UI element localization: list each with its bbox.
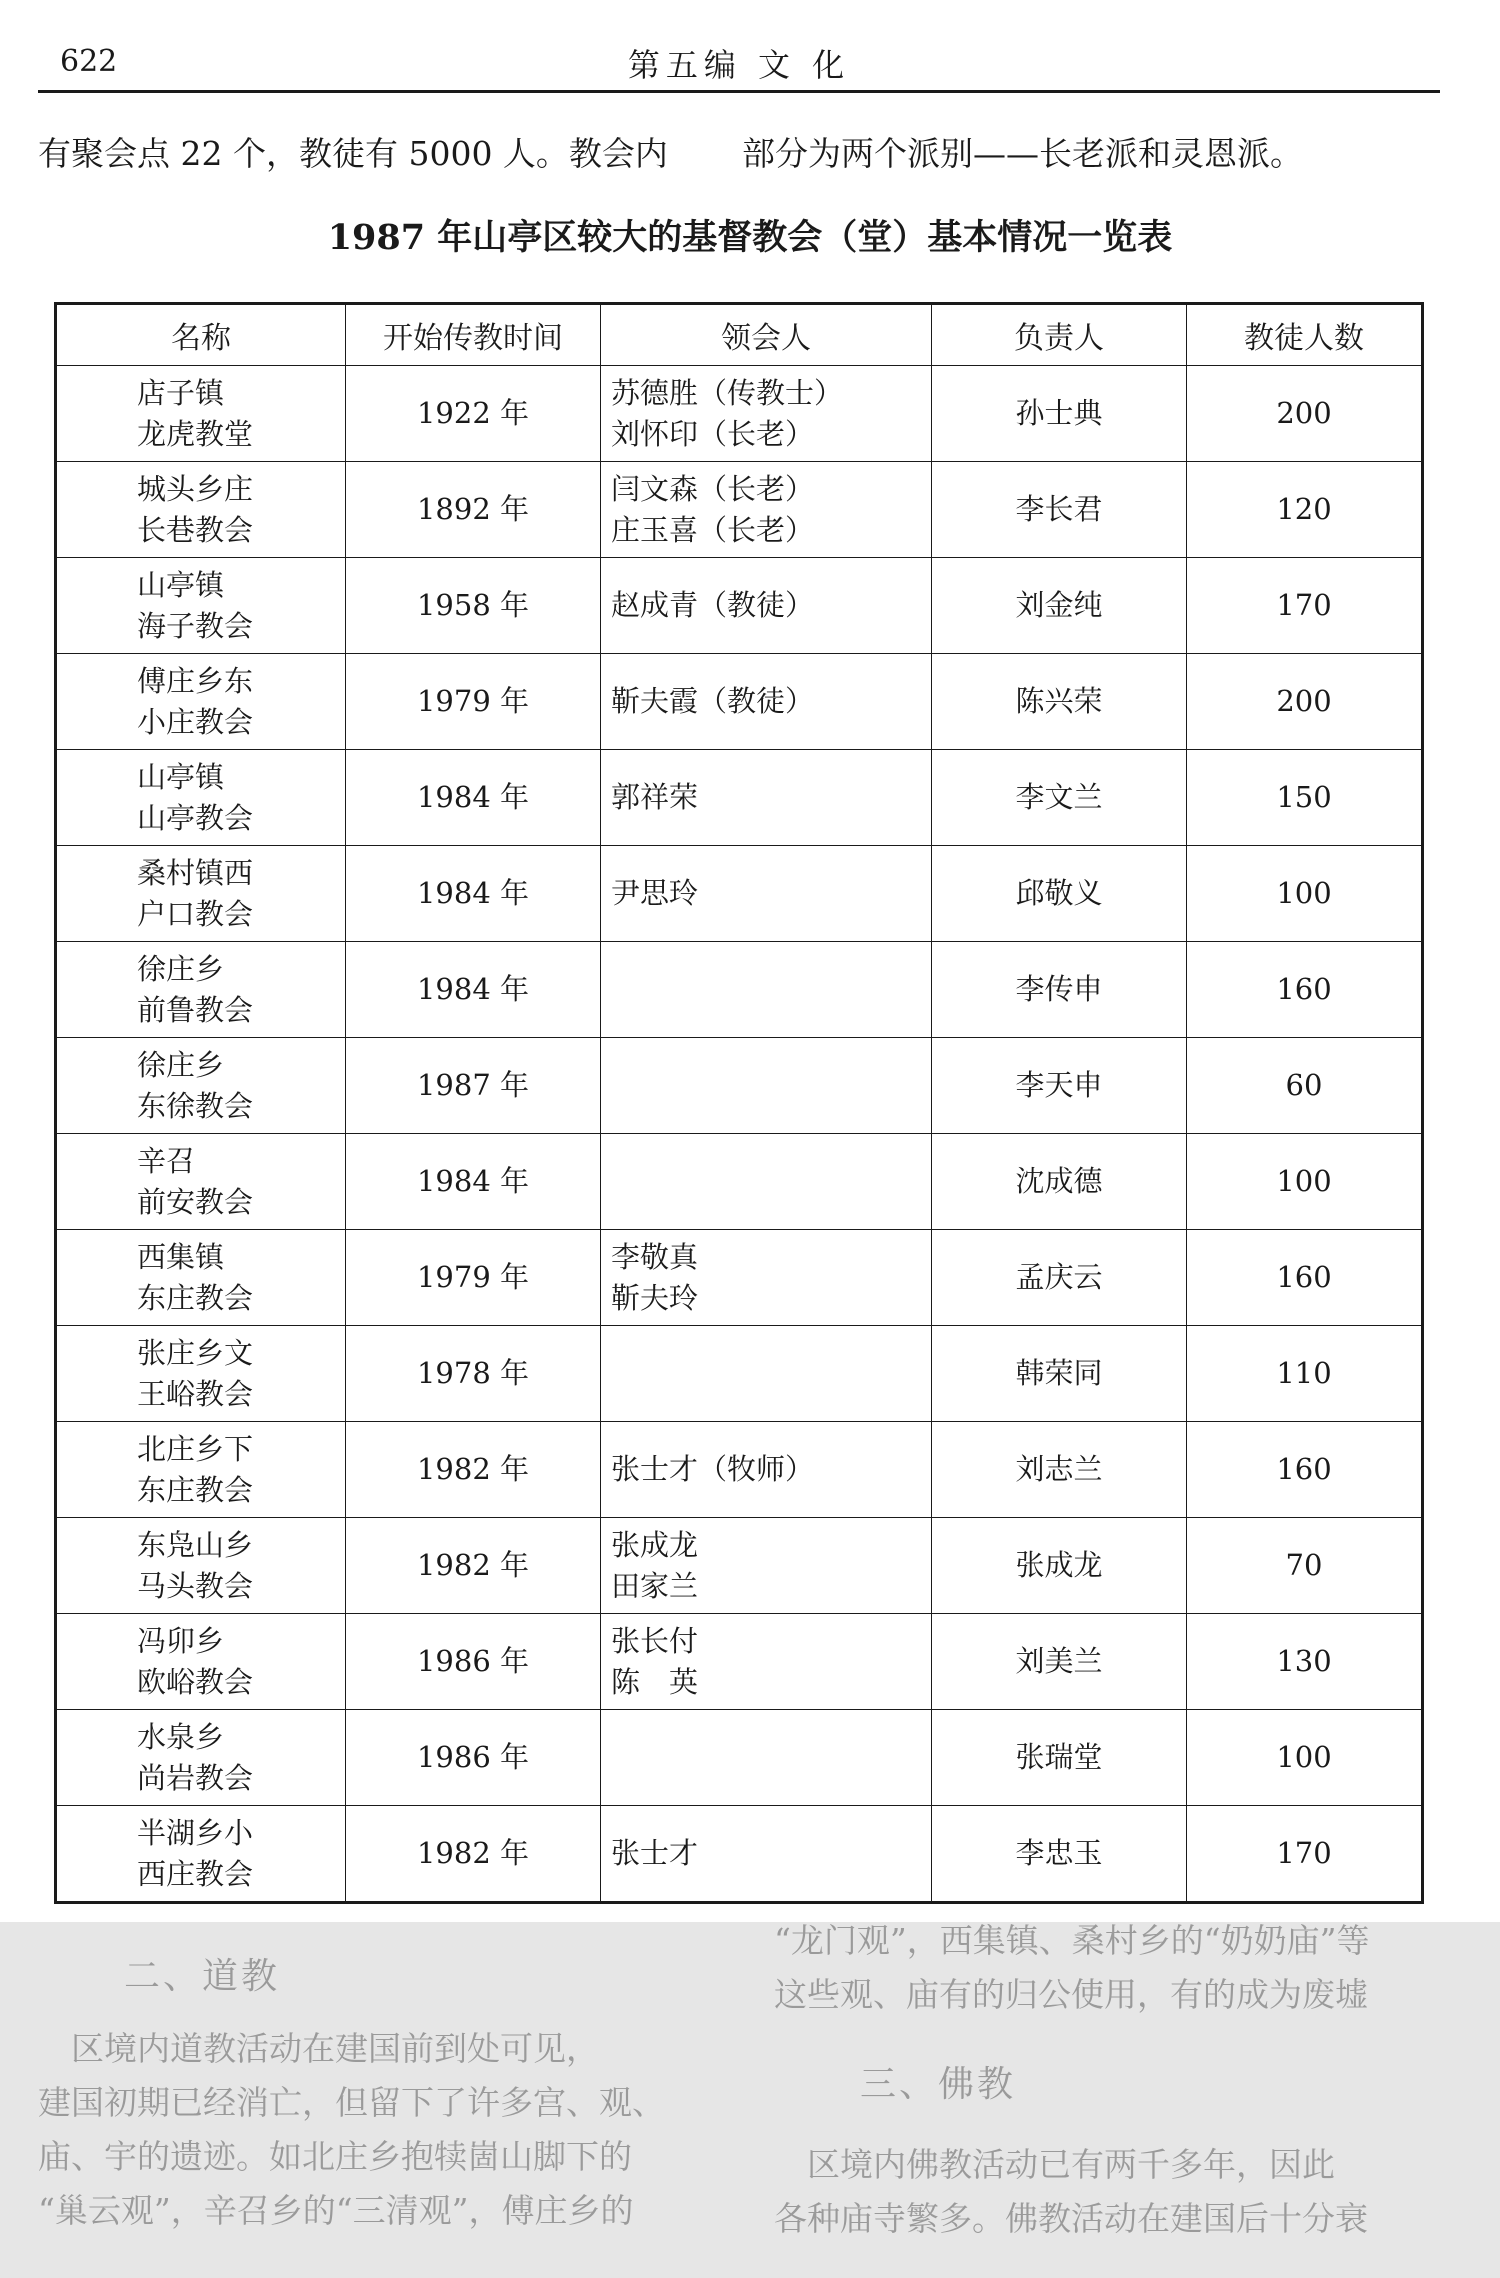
table-row [56, 654, 1423, 750]
cell-leader [601, 1134, 932, 1230]
cell-member-count: 170 [1187, 558, 1423, 654]
cell-church-name [56, 654, 346, 750]
church-name-line: 王峪教会 [137, 1376, 254, 1411]
cell-start-year: 1987 年 [346, 1038, 601, 1134]
leader-line: 靳夫玲 [611, 1280, 699, 1315]
leader-line: 陈 英 [611, 1664, 699, 1699]
cell-leader [601, 1710, 932, 1806]
leader-line: 郭祥荣 [611, 780, 699, 814]
leader-line: 赵成青（教徒） [611, 588, 815, 622]
cell-member-count: 160 [1187, 1422, 1423, 1518]
church-name-line: 马头教会 [137, 1568, 254, 1603]
church-name-line: 徐庄乡 [137, 1047, 225, 1082]
cell-responsible: 孙士典 [932, 366, 1187, 462]
church-name-line: 前鲁教会 [137, 992, 254, 1027]
leader-line: 张长付 [611, 1623, 699, 1658]
table-row [56, 558, 1423, 654]
cell-responsible: 沈成德 [932, 1134, 1187, 1230]
cell-responsible: 韩荣同 [932, 1326, 1187, 1422]
cell-member-count: 200 [1187, 654, 1423, 750]
church-name-line: 西庄教会 [137, 1856, 254, 1891]
cell-church-name [56, 942, 346, 1038]
church-name-line: 山亭教会 [137, 800, 254, 835]
table-row [56, 1230, 1423, 1326]
leader-line: 张成龙 [611, 1527, 699, 1562]
cell-responsible: 李传申 [932, 942, 1187, 1038]
leader-line: 靳夫霞（教徒） [611, 684, 815, 718]
cell-church-name [56, 1518, 346, 1614]
cell-member-count: 130 [1187, 1614, 1423, 1710]
church-name-line: 徐庄乡 [137, 951, 225, 986]
cell-member-count: 160 [1187, 942, 1423, 1038]
cell-start-year: 1984 年 [346, 846, 601, 942]
cell-responsible: 刘志兰 [932, 1422, 1187, 1518]
cell-start-year: 1979 年 [346, 1230, 601, 1326]
church-name-line: 东徐教会 [137, 1088, 254, 1123]
table-row [56, 1134, 1423, 1230]
leader-line: 庄玉喜（长老） [611, 512, 815, 547]
leader-line: 尹思玲 [611, 876, 699, 910]
cell-church-name [56, 462, 346, 558]
church-name-line: 户口教会 [137, 896, 254, 931]
cell-start-year: 1979 年 [346, 654, 601, 750]
cell-leader [601, 1806, 932, 1903]
cell-church-name [56, 1134, 346, 1230]
cell-member-count: 160 [1187, 1230, 1423, 1326]
table-header-row [56, 304, 1423, 366]
cell-leader [601, 366, 932, 462]
cell-leader [601, 1422, 932, 1518]
church-name-line: 西集镇 [137, 1239, 225, 1274]
table-row [56, 942, 1423, 1038]
right-line: “龙门观”，西集镇、桑村乡的“奶奶庙”等 [774, 1922, 1370, 1960]
right-column-text-top [774, 1922, 1369, 2022]
leader-line: 闫文森（长老） [611, 471, 815, 506]
table-row [56, 462, 1423, 558]
cell-responsible: 邱敬义 [932, 846, 1187, 942]
cell-church-name [56, 846, 346, 942]
cell-responsible: 刘金纯 [932, 558, 1187, 654]
right-column-text-bottom [774, 2138, 1368, 2246]
cell-church-name [56, 558, 346, 654]
cell-leader [601, 1326, 932, 1422]
cell-responsible: 李忠玉 [932, 1806, 1187, 1903]
cell-member-count: 110 [1187, 1326, 1423, 1422]
church-table [54, 302, 1424, 1904]
church-name-line: 欧峪教会 [137, 1664, 254, 1699]
cell-church-name [56, 1038, 346, 1134]
table-row [56, 366, 1423, 462]
cell-church-name [56, 366, 346, 462]
lower-text-block [0, 1922, 1500, 2278]
cell-member-count: 200 [1187, 366, 1423, 462]
table-row [56, 1806, 1423, 1903]
leader-line: 苏德胜（传教士） [611, 375, 844, 410]
cell-responsible: 李文兰 [932, 750, 1187, 846]
cell-member-count: 100 [1187, 846, 1423, 942]
left-line: 建国初期已经消亡，但留下了许多宫、观、 [38, 2083, 665, 2122]
cell-church-name [56, 1614, 346, 1710]
church-name-line: 海子教会 [137, 608, 254, 643]
leader-line: 李敬真 [611, 1239, 699, 1274]
cell-member-count: 100 [1187, 1710, 1423, 1806]
cell-start-year: 1982 年 [346, 1806, 601, 1903]
church-name-line: 前安教会 [137, 1184, 254, 1219]
table-row [56, 1710, 1423, 1806]
header-leader: 领会人 [601, 304, 932, 366]
cell-responsible: 陈兴荣 [932, 654, 1187, 750]
table-row [56, 1518, 1423, 1614]
table-row [56, 1422, 1423, 1518]
cell-leader [601, 942, 932, 1038]
leader-line: 田家兰 [611, 1568, 699, 1603]
table-title: 1987 年山亭区较大的基督教会（堂）基本情况一览表 [327, 217, 1173, 258]
cell-leader [601, 750, 932, 846]
cell-start-year: 1986 年 [346, 1710, 601, 1806]
cell-start-year: 1978 年 [346, 1326, 601, 1422]
cell-start-year: 1986 年 [346, 1614, 601, 1710]
cell-responsible: 李天申 [932, 1038, 1187, 1134]
table-row [56, 1038, 1423, 1134]
leader-line: 刘怀印（长老） [611, 416, 815, 451]
cell-church-name [56, 1230, 346, 1326]
header-name: 名称 [56, 304, 346, 366]
right-line: 这些观、庙有的归公使用，有的成为废墟 [774, 1975, 1368, 2014]
cell-start-year: 1984 年 [346, 942, 601, 1038]
table-row [56, 1614, 1423, 1710]
cell-responsible: 李长君 [932, 462, 1187, 558]
right-line: 区境内佛教活动已有两千多年，因此 [774, 2145, 1335, 2184]
cell-start-year: 1958 年 [346, 558, 601, 654]
cell-responsible: 刘美兰 [932, 1614, 1187, 1710]
left-line: “巢云观”，辛召乡的“三清观”，傅庄乡的 [38, 2191, 634, 2230]
table-row [56, 846, 1423, 942]
header-member-count: 教徒人数 [1187, 304, 1423, 366]
leader-line: 张士才 [611, 1836, 699, 1870]
church-name-line: 桑村镇西 [137, 855, 254, 890]
right-line: 各种庙寺繁多。佛教活动在建国后十分衰 [774, 2199, 1368, 2238]
table-row [56, 750, 1423, 846]
header-responsible: 负责人 [932, 304, 1187, 366]
church-name-line: 小庄教会 [137, 704, 254, 739]
church-name-line: 店子镇 [137, 375, 225, 410]
intro-text-part2: 部分为两个派别——长老派和灵恩派。 [741, 134, 1303, 173]
cell-member-count: 100 [1187, 1134, 1423, 1230]
cell-leader [601, 1230, 932, 1326]
table-body [56, 366, 1423, 1903]
church-name-line: 半湖乡小 [137, 1815, 254, 1850]
cell-responsible: 孟庆云 [932, 1230, 1187, 1326]
cell-church-name [56, 1326, 346, 1422]
cell-start-year: 1982 年 [346, 1422, 601, 1518]
church-name-line: 东凫山乡 [137, 1527, 254, 1562]
church-name-line: 水泉乡 [137, 1719, 225, 1754]
church-name-line: 北庄乡下 [137, 1431, 254, 1466]
cell-leader [601, 654, 932, 750]
church-name-line: 冯卯乡 [137, 1623, 225, 1658]
cell-start-year: 1982 年 [346, 1518, 601, 1614]
church-name-line: 辛召 [137, 1143, 196, 1178]
cell-church-name [56, 1806, 346, 1903]
church-name-line: 尚岩教会 [137, 1760, 254, 1795]
section-heading-taoism: 二、道教 [124, 1956, 281, 1997]
cell-start-year: 1984 年 [346, 750, 601, 846]
cell-leader [601, 1614, 932, 1710]
cell-leader [601, 558, 932, 654]
cell-leader [601, 462, 932, 558]
cell-member-count: 170 [1187, 1806, 1423, 1903]
church-name-line: 傅庄乡东 [137, 663, 254, 698]
church-name-line: 东庄教会 [137, 1280, 254, 1315]
left-column-text [38, 2022, 665, 2238]
intro-text-part1: 有聚会点 22 个，教徒有 5000 人。教会内 [38, 134, 668, 173]
cell-member-count: 120 [1187, 462, 1423, 558]
cell-church-name [56, 1710, 346, 1806]
cell-start-year: 1922 年 [346, 366, 601, 462]
church-name-line: 张庄乡文 [137, 1335, 254, 1370]
cell-start-year: 1984 年 [346, 1134, 601, 1230]
cell-church-name [56, 1422, 346, 1518]
cell-leader [601, 1038, 932, 1134]
cell-church-name [56, 750, 346, 846]
left-line: 庙、宇的遗迹。如北庄乡抱犊崮山脚下的 [38, 2137, 632, 2176]
section-heading-buddhism: 三、佛教 [860, 2064, 1017, 2105]
cell-start-year: 1892 年 [346, 462, 601, 558]
cell-member-count: 60 [1187, 1038, 1423, 1134]
church-name-line: 山亭镇 [137, 759, 225, 794]
page-header [38, 30, 1440, 93]
church-name-line: 长巷教会 [137, 512, 254, 547]
cell-leader [601, 1518, 932, 1614]
cell-responsible: 张瑞堂 [932, 1710, 1187, 1806]
page-number: 622 [60, 44, 118, 79]
cell-responsible: 张成龙 [932, 1518, 1187, 1614]
running-title: 第五编 文 化 [627, 46, 851, 84]
intro-paragraph [38, 128, 1468, 175]
cell-leader [601, 846, 932, 942]
church-name-line: 山亭镇 [137, 567, 225, 602]
leader-line: 张士才（牧师） [611, 1452, 815, 1486]
church-name-line: 东庄教会 [137, 1472, 254, 1507]
table-row [56, 1326, 1423, 1422]
church-name-line: 龙虎教堂 [137, 416, 254, 451]
cell-member-count: 70 [1187, 1518, 1423, 1614]
cell-member-count: 150 [1187, 750, 1423, 846]
church-name-line: 城头乡庄 [137, 471, 254, 506]
header-start-year: 开始传教时间 [346, 304, 601, 366]
left-line: 区境内道教活动在建国前到处可见， [38, 2029, 599, 2068]
